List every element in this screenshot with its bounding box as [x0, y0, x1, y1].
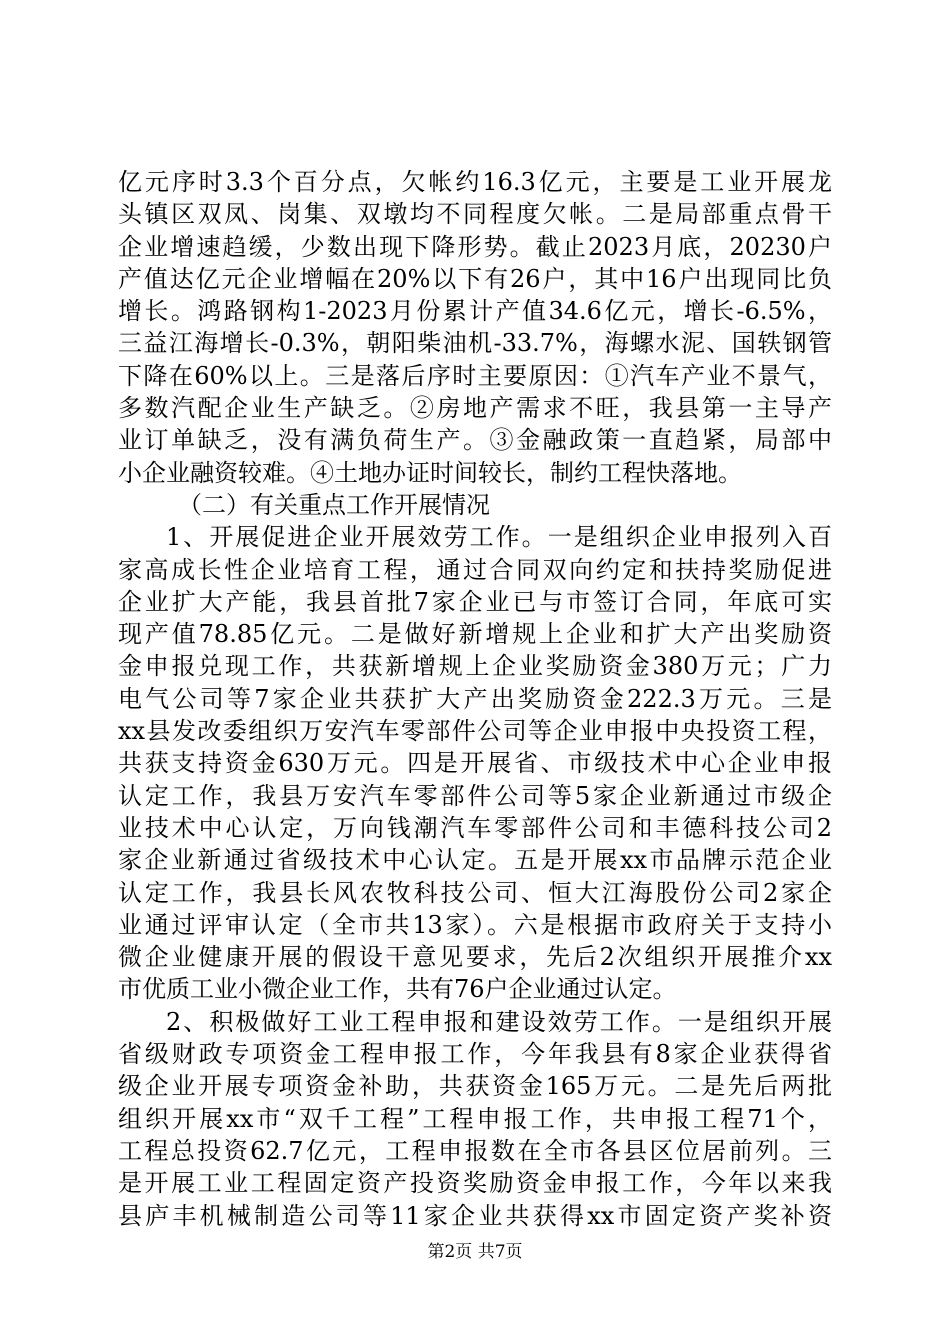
page-footer: 第2页 共7页: [427, 1242, 523, 1262]
text-line: 级企业开展专项资金补助，共获资金165万元。二是先后两批: [118, 1072, 832, 1101]
section-heading: （二）有关重点工作开展情况: [178, 490, 490, 519]
text-line: 家企业新通过省级技术中心认定。五是开展xx市品牌示范企业: [118, 846, 832, 875]
text-line: 下降在60%以上。三是落后序时主要原因：①汽车产业不景气，: [118, 361, 832, 390]
text-line: 是开展工业工程固定资产投资奖励资金申报工作，今年以来我: [118, 1169, 832, 1198]
text-line: 头镇区双凤、岗集、双墩均不同程度欠帐。二是局部重点骨干: [118, 200, 832, 229]
text-line: 微企业健康开展的假设干意见要求，先后2次组织开展推介xx: [118, 943, 832, 972]
text-line: 家高成长性企业培育工程，通过合同双向约定和扶持奖励促进: [118, 555, 832, 584]
text-line: 电气公司等7家企业共获扩大产出奖励资金222.3万元。三是: [118, 684, 832, 713]
text-line: 业技术中心认定，万向钱潮汽车零部件公司和丰德科技公司2: [118, 813, 832, 842]
text-line: 增长。鸿路钢构1-2023月份累计产值34.6亿元，增长-6.5%，: [118, 297, 832, 326]
text-line: xx县发改委组织万安汽车零部件公司等企业申报中央投资工程，: [118, 717, 832, 746]
text-line: 现产值78.85亿元。二是做好新增规上企业和扩大产出奖励资: [118, 620, 832, 649]
text-line: 业订单缺乏，没有满负荷生产。③金融政策一直趋紧，局部中: [118, 426, 832, 455]
text-line: 2、积极做好工业工程申报和建设效劳工作。一是组织开展: [166, 1007, 832, 1036]
text-line: 金申报兑现工作，共获新增规上企业奖励资金380万元；广力: [118, 652, 832, 681]
text-line: 小企业融资较难。④土地办证时间较长，制约工程快落地。: [118, 458, 742, 487]
text-line: 省级财政专项资金工程申报工作，今年我县有8家企业获得省: [118, 1040, 832, 1069]
text-line: 认定工作，我县万安汽车零部件公司等5家企业新通过市级企: [118, 781, 832, 810]
text-line: 亿元序时3.3个百分点，欠帐约16.3亿元，主要是工业开展龙: [118, 168, 832, 196]
text-line: 认定工作，我县长风农牧科技公司、恒大江海股份公司2家企: [118, 878, 832, 907]
text-line: 1、开展促进企业开展效劳工作。一是组织企业申报列入百: [166, 523, 832, 552]
document-body: [118, 166, 832, 1232]
text-line: 业通过评审认定（全市共13家）。六是根据市政府关于支持小: [118, 910, 832, 939]
text-line: 企业扩大产能，我县首批7家企业已与市签订合同，年底可实: [118, 587, 832, 616]
text-line: 多数汽配企业生产缺乏。②房地产需求不旺，我县第一主导产: [118, 394, 832, 423]
text-line: 组织开展xx市“双千工程”工程申报工作，共申报工程71个，: [118, 1104, 832, 1133]
text-line: 县庐丰机械制造公司等11家企业共获得xx市固定资产奖补资: [118, 1201, 832, 1230]
text-line: 共获支持资金630万元。四是开展省、市级技术中心企业申报: [118, 749, 832, 778]
text-line: 三益江海增长-0.3%，朝阳柴油机-33.7%，海螺水泥、国轶钢管: [118, 329, 832, 358]
text-line: 产值达亿元企业增幅在20%以下有26户，其中16户出现同比负: [118, 264, 832, 293]
text-line: 工程总投资62.7亿元，工程申报数在全市各县区位居前列。三: [118, 1136, 832, 1165]
text-line: 市优质工业小微企业工作，共有76户企业通过认定。: [118, 975, 677, 1004]
text-line: 企业增速趋缓，少数出现下降形势。截止2023月底，20230户: [118, 232, 832, 261]
